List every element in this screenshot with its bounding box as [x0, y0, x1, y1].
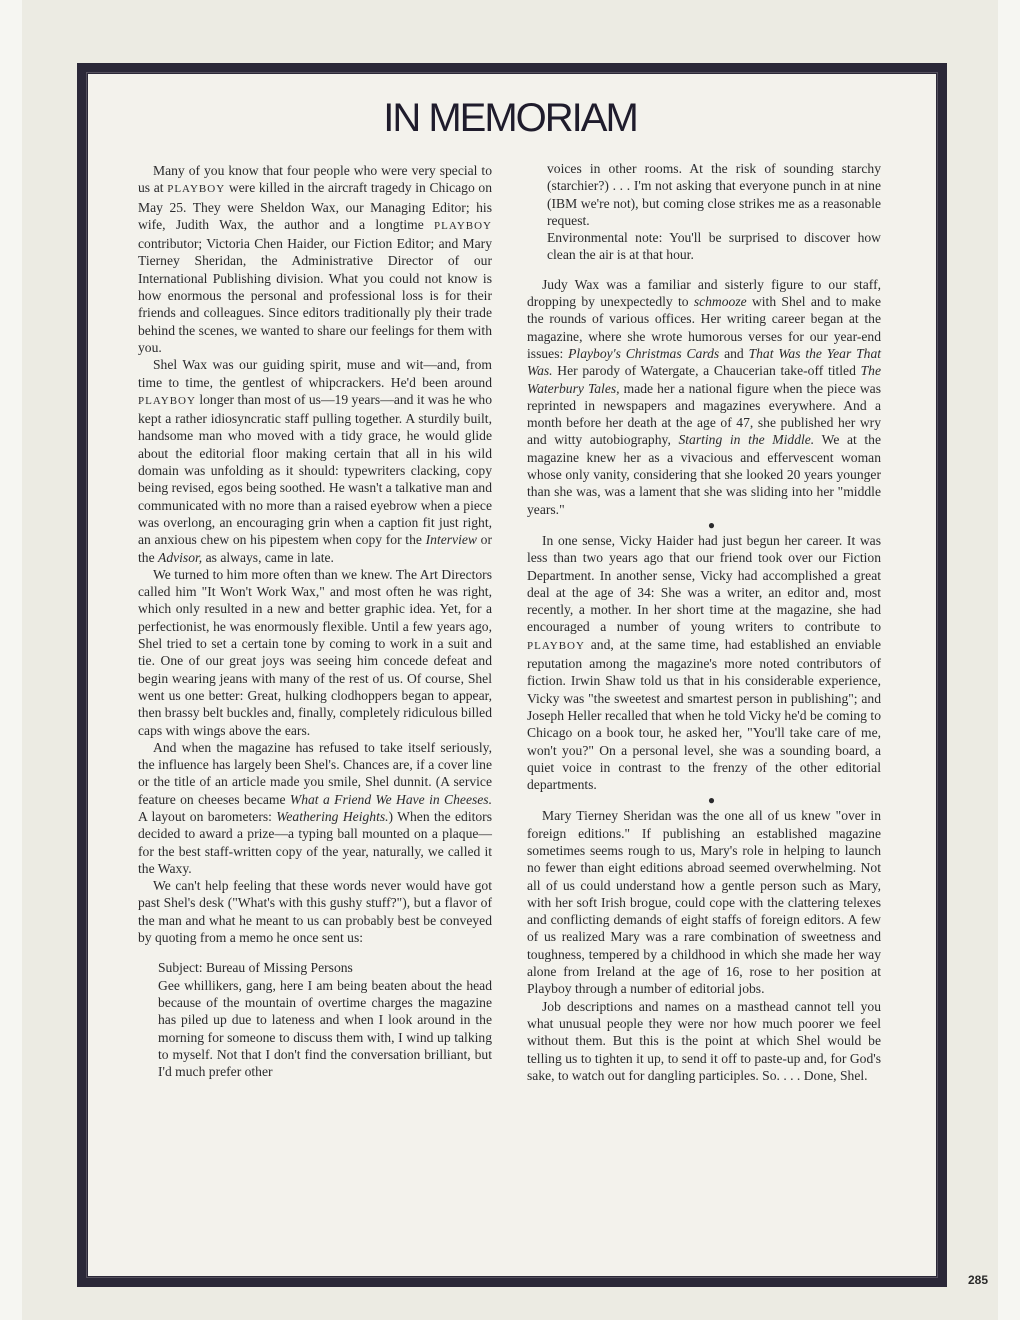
- paragraph-closing: Job descriptions and names on a masthead cannot tell you what unusual people they were nor how much poorer we feel without them. But this is the point at which Shel would be telling us to tighten it up, to send it off to paste-up and, for God's sake, to watch out for dangling participles. So. . . . Done, Shel.: [527, 998, 881, 1083]
- paragraph-shel-wax: Shel Wax was our guiding spirit, muse and wit—and, from time to time, the gentlest of whipcrackers. He'd been around PLAYBOY longer than most of us—19 years—and it was he who kept a rather idiosyncratic staff pulling together. A sturdily built, handsome man who moved with a tidy grace, he would glide about the editorial floor making certain that all in his wild domain was unfolding as it should: typewriters clacking, copy being revised, egos being soothed. He wasn't a talkative man and communicated with no more than a raised eyebrow when a piece was overlong, an encouraging grin when a caption fit just right, an anxious chew on his pipestem when copy for the Interview or the Advisor, as always, came in late.: [138, 357, 492, 565]
- section-bullet: ●: [707, 793, 716, 808]
- paragraph-intro: Many of you know that four people who were very special to us at PLAYBOY were killed in the aircraft tragedy in Chicago on May 25. They were Sheldon Wax, our Managing Editor; his wife, Judith Wax, the author and a longtime PLAYBOY contributor; Victoria Chen Haider, our Fiction Editor; and Mary Tierney Sheridan, the Administrative Director of our International Publishing division. What you could not know is how enormous the personal and professional loss is for their friends and colleagues. Since editors traditionally ply their trade behind the scenes, we wanted to share our feelings for them with you.: [138, 163, 493, 355]
- memo-environmental-note: Environmental note: You'll be surprised to discover how clean the air is at that hour.: [547, 230, 881, 263]
- left-column: [138, 162, 492, 1080]
- paragraph-influence: And when the magazine has refused to take itself seriously, the influence has largely been Shel's. Chances are, if a cover line or the title of an article made you smile, Shel dunnit. (A service feature on cheeses became What a Friend We Have in Cheeses. A layout on barometers: Weathering Heights.) When the editors decided to award a prize—a typing ball mounted on a plaque—for the best staff-written copy of the year, naturally, we called it the Waxy.: [138, 739, 492, 876]
- magazine-name: PLAYBOY: [138, 394, 196, 407]
- paragraph-art-directors: We turned to him more often than we knew. The Art Directors called him "It Won't Work Wax," and most often he was right, which only resulted in a new and better graphic idea. Yet, for a perfectionist, he was enormously flexible. Until a few years ago, Shel tried to set a certain tone by coming to work in a suit and tie. One of our great joys was seeing him concede defeat and begin wearing jeans with many of the rest of us. Of course, Shel went us one better: Great, hulking clodhoppers began to appear, then brassy belt buckles and, finally, completely ridiculous billed caps with wings above the ears.: [138, 566, 492, 738]
- paper-edge-right: [998, 0, 1020, 1320]
- magazine-name: PLAYBOY: [434, 219, 492, 232]
- magazine-name: PLAYBOY: [167, 183, 226, 196]
- memo-body: Gee whillikers, gang, here I am being beaten about the head because of the mountain of overtime charges the magazine has piled up due to lateness and when I look around in the morning for someone to discuss them with, I wind up talking to myself. Not that I don't find the conversation brilliant, but I'd much prefer other: [158, 977, 492, 1080]
- paragraph-memo-intro: We can't help feeling that these words never would have got past Shel's desk ("What's with this gushy stuff?"), but a flavor of the man and what he meant to us can probably best be conveyed by quoting from a memo he once sent us:: [138, 878, 492, 946]
- section-bullet: ●: [707, 517, 716, 532]
- page-number: 285: [967, 1273, 988, 1287]
- paragraph-vicky-haider: In one sense, Vicky Haider had just begun her career. It was less than two years ago that our friend took over our Fiction Department. In another sense, Vicky had accomplished a great deal at the age of 34: She was a writer, an editor and, most recently, a mother. In her short time at the magazine, she had encouraged a number of young writers to contribute to PLAYBOY and, at the same time, had established an enviable reputation among the magazine's more noted contributors of fiction. Irwin Shaw told us that in his considerable experience, Vicky was "the sweetest and smartest person in publishing"; and Joseph Heller recalled that when he told Vicky he'd be coming to Chicago on a book tour, he asked her, "You'll take care of me, won't you?" On a personal level, she was a sounding board, a quiet voice in contrast to the frenzy of the other editorial departments.: [527, 532, 881, 793]
- article-title: IN MEMORIAM: [383, 96, 637, 140]
- memo-subject: Subject: Bureau of Missing Persons: [158, 960, 353, 976]
- memo-body-continued: voices in other rooms. At the risk of sounding starchy (starchier?) . . . I'm not asking that everyone punch in at nine (IBM we're not), but coming close strikes me as a reasonable request.: [547, 161, 881, 228]
- paragraph-judy-wax: Judy Wax was a familiar and sisterly figure to our staff, dropping by unexpectedly to schmooze with Shel and to make the rounds of various offices. Her writing career began at the magazine, where she wrote humorous verses for our year-end issues: Playboy's Christmas Cards and That Was the Year That Was. Her parody of Watergate, a Chaucerian take-off titled The Waterbury Tales, made her a national figure when the piece was reprinted in newspapers and magazines everywhere. And a month before her death at the age of 47, she published her wry and witty autobiography, Starting in the Middle. We at the magazine knew her as a vivacious and effervescent woman whose only vanity, considering that she looked 20 years younger than she was, was a lament that she was sliding into her "middle years.": [527, 276, 882, 517]
- magazine-name: PLAYBOY: [527, 639, 585, 652]
- right-column: [527, 160, 881, 1084]
- paper-edge-left: [0, 0, 22, 1320]
- paragraph-mary-sheridan: Mary Tierney Sheridan was the one all of us knew "over in foreign editions." If publishing an established magazine sometimes seems rough to us, Mary's role in helping to launch no fewer than eight editions abroad seemed overwhelming. Not all of us could understand how a gentle person such as Mary, with her soft Irish brogue, could cope with the clattering telexes and conflicting demands of eight staffs of foreign editors. A few of us realized Mary was a rare combination of sweetness and toughness, tempered by a childhood in which she made her way alone from Ireland at the age of 16, rose to her position at Playboy through a number of editorial jobs.: [527, 808, 881, 997]
